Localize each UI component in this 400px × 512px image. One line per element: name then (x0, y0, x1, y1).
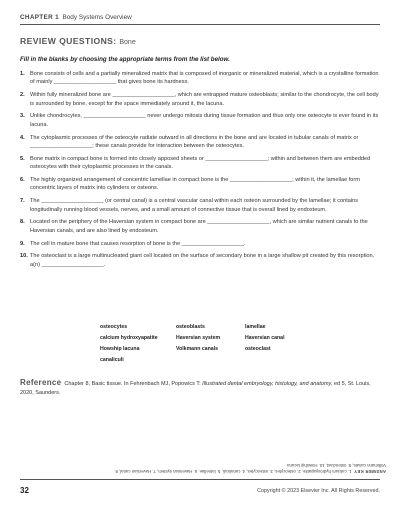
question-item (20, 112, 382, 129)
question-text: The ____________________ (or central canal) is a central vascular canal within each osteon surrounded by the lamellae; it contains longitudinally running blood vessels, nerves, and a small amount of connective tissue that is overall lined by endosteum. (30, 198, 359, 213)
term: lamellae (245, 324, 266, 330)
question-text: The osteoclast is a large multinucleated giant cell located on the surface of secondary bone in a large shallow pit created by this resorption, a(n) ____________________. (30, 253, 375, 268)
term: osteocytes (100, 324, 128, 330)
term: Haversian canal (245, 335, 285, 341)
header-divider (20, 24, 380, 25)
footer-divider (20, 479, 380, 480)
question-item (20, 155, 382, 172)
question-text: Unlike chondrocytes, ____________________ never undergo mitosis during tissue formation and thus only one osteocyte is ever found in its lacuna. (30, 113, 379, 128)
question-number: 1. (20, 71, 25, 77)
term: Volkmann canals (176, 346, 218, 352)
question-number: 10. (20, 253, 28, 260)
question-text: Bone matrix in compact bone is formed into closely apposed sheets or ____________________; within and between them are embedded osteocytes with their cytoplasmic processes in the canals. (30, 155, 371, 171)
question-list (20, 70, 382, 274)
page-number: 32 (20, 486, 29, 495)
question-text: The highly organized arrangement of concentric lamellae in compact bone is the ____________________; within it, the lamellae form concentric layers of matrix into cylinders or osteons. (30, 177, 360, 192)
answer-key-label: ANSWER KEY (353, 469, 386, 474)
question-number: 5. (20, 155, 25, 162)
chapter-header (20, 14, 132, 21)
section-title (20, 36, 136, 46)
question-number: 2. (20, 92, 25, 99)
instructions: Fill in the blanks by choosing the appropriate terms from the list below. (20, 56, 230, 63)
term: osteoblasts (176, 324, 205, 330)
answer-key-text: 1. calcium hydroxyapatite, 2. osteocytes, 3. osteocytes, 4. canaliculi, 5. lamellae, 6. Haversian system, 7. Haversian canal, 8. Volkmann canals, 9. osteoclast, 10. Howship lacuna (114, 463, 386, 474)
question-item (20, 91, 382, 108)
section-topic: Bone (119, 39, 136, 46)
term: Howship lacuna (100, 346, 140, 352)
section-title-label: REVIEW QUESTIONS: (20, 36, 117, 46)
question-number: 9. (20, 240, 25, 247)
question-text: Within fully mineralized bone are ____________________, which are entrapped mature osteoblasts; similar to the chondrocyte, the cell body is surrounded by bone, except for the space immediately around it, the lacuna. (30, 92, 379, 107)
question-number: 3. (20, 113, 25, 120)
question-text: The cytoplasmic processes of the osteocyte radiate outward in all directions in the bone and are located in tubular canals of matrix or ____________________; these canals provide for interaction between the osteocytes. (30, 134, 359, 150)
reference-book-title: Illustrated dental embryology, histology, and anatomy, (202, 381, 333, 387)
question-item (20, 176, 382, 193)
question-item (20, 240, 382, 248)
copyright-notice: Copyright © 2023 Elsevier Inc. All Rights Reserved. (257, 488, 380, 494)
question-item (20, 134, 382, 151)
term: calcium hydroxyapatite (100, 335, 158, 341)
question-item (20, 218, 382, 235)
question-item (20, 252, 382, 269)
question-number: 7. (20, 198, 25, 205)
question-text: Bone consists of cells and a partially mineralized matrix that is composed of inorganic or mineralized material, which is a crystalline formation of mainly ____________________ that gives bone its hardness. (30, 71, 379, 86)
chapter-label: CHAPTER 1 (20, 14, 59, 21)
question-text: Located on the periphery of the Haversian system in compact bone are ____________________, which are similar nutrient canals to the Haversian canals, and are also lined by endosteum. (30, 219, 368, 234)
question-number: 4. (20, 134, 25, 141)
reference-label: Reference (20, 378, 62, 387)
term: canaliculi (100, 357, 124, 363)
chapter-title: Body Systems Overview (62, 14, 132, 21)
question-text: The cell in mature bone that causes resorption of bone is the ____________________. (30, 240, 246, 247)
question-item (20, 197, 382, 214)
question-number: 8. (20, 219, 25, 226)
reference-edition: ed 5, St. Louis, 2020, Saunders. (20, 381, 371, 396)
answer-key (110, 450, 386, 474)
term: Haversian system (176, 335, 221, 341)
term: osteoclast (245, 346, 271, 352)
question-number: 6. (20, 177, 25, 184)
reference (20, 378, 380, 398)
reference-text: Chapter 8, Basic tissue. In Fehrenbach MJ, Popowics T: (64, 381, 203, 387)
question-item (20, 70, 382, 87)
